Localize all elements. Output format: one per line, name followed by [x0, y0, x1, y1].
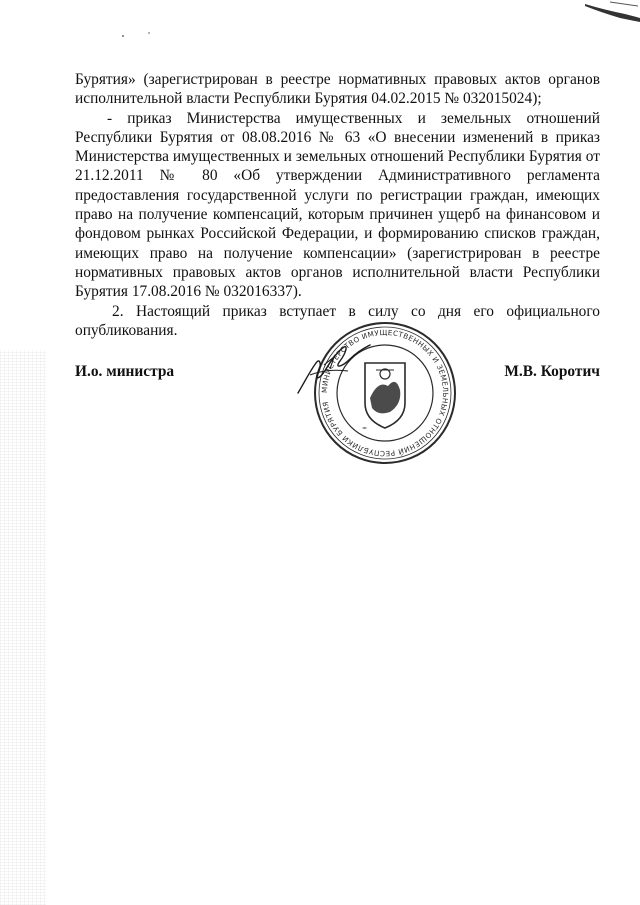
document-body — [75, 70, 600, 340]
seal-text: МИНИСТЕРСТВО ИМУЩЕСТВЕННЫХ И ЗЕМЕЛЬНЫХ ОТНОШЕНИЙ РЕСПУБЛИКИ БУРЯТИЯ — [319, 327, 451, 459]
handwritten-signature — [290, 335, 380, 400]
paragraph-continuation: Бурятия» (зарегистрирован в реестре нормативных правовых актов органов исполнительной власти Республики Бурятия 04.02.2015 № 032015024); — [75, 71, 600, 108]
signatory-role: И.о. министра — [75, 363, 175, 380]
svg-text:≈: ≈ — [362, 425, 368, 432]
scan-specks — [115, 30, 155, 40]
scan-edge-noise — [0, 350, 46, 905]
scan-corner-artifact — [580, 0, 640, 30]
paragraph-order-item: - приказ Министерства имущественных и земельных отношений Республики Бурятия от 08.08.2016 № 63 «О внесении изменений в приказ Министерства имущественных и земельных отношений Республики Бурятия от 21.12.2011 № 80 «Об утверждении Административного регламента предоставления государственной услуги по регистрации граждан, имеющих право на получение компенсаций, которым причинен ущерб на финансовом и фондовом рынках Российской Федерации, и формированию списков граждан, имеющих право на получение компенсации» (зарегистрирован в реестре нормативных правовых актов органов исполнительной власти Республики Бурятия 17.08.2016 № 032016337). — [75, 109, 600, 301]
paragraph-item-2: 2. Настоящий приказ вступает в силу со дня его официального опубликования. — [75, 302, 600, 339]
signatory-name: М.В. Коротич — [504, 363, 600, 380]
